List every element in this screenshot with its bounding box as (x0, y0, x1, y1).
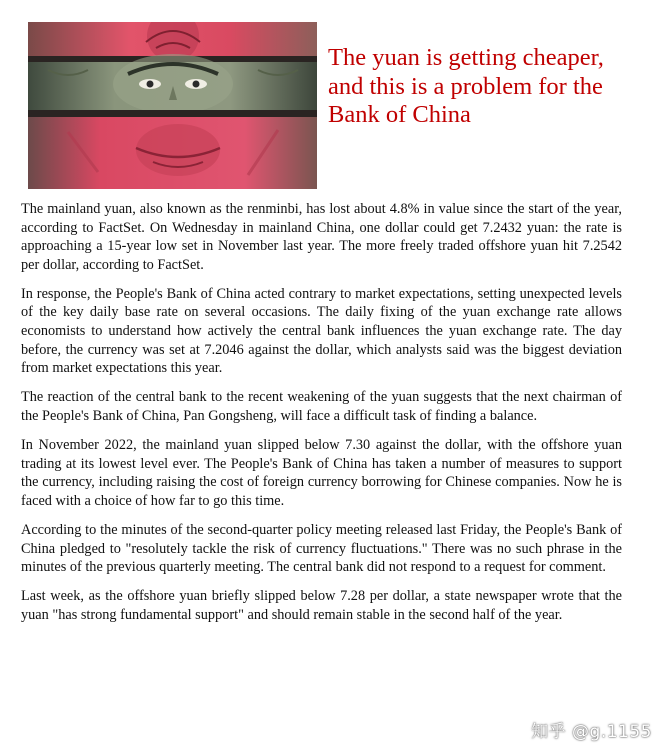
hero-image (28, 22, 317, 189)
article-headline: The yuan is getting cheaper, and this is a problem for the Bank of China (328, 44, 604, 128)
watermark: 知乎 @g.1155 (531, 722, 652, 742)
article-paragraph-3: The reaction of the central bank to the recent weakening of the yuan suggests that the next chairman of the People's Bank of China, Pan Gongsheng, will face a difficult task of finding a balance. (21, 389, 622, 424)
article-paragraph-1: The mainland yuan, also known as the renminbi, has lost about 4.8% in value since the start of the year, according to FactSet. On Wednesday in mainland China, one dollar could get 7.2432 yuan: the rate is approaching a 15-year low set in November last year. The more freely traded offshore yuan hit 7.2542 per dollar, according to FactSet. (21, 201, 622, 273)
article-paragraph-5: According to the minutes of the second-quarter policy meeting released last Friday, the People's Bank of China pledged to "resolutely tackle the risk of currency fluctuations." There was no such phrase in the minutes of the previous quarterly meeting. The central bank did not respond to a request for comment. (21, 521, 622, 576)
article-paragraph-6: Last week, as the offshore yuan briefly slipped below 7.28 per dollar, a state newspaper wrote that the yuan "has strong fundamental support" and should remain stable in the second half of the year. (21, 588, 622, 623)
article-paragraph-2: In response, the People's Bank of China acted contrary to market expectations, setting unexpected levels of the key daily base rate on several occasions. The daily fixing of the yuan exchange rate allows economists to understand how actively the central bank influences the yuan exchange rate. The day before, the currency was set at 7.2046 against the dollar, which analysts said was the biggest deviation from market expectations this year. (21, 285, 622, 377)
article-body (21, 200, 622, 635)
currency-collage-illustration (28, 22, 317, 189)
article-paragraph-4: In November 2022, the mainland yuan slipped below 7.30 against the dollar, with the offshore yuan trading at its lowest level ever. The People's Bank of China has taken a number of measures to support the currency, including raising the cost of foreign currency borrowing for Chinese companies. Now he is faced with a choice of how far to go this time. (21, 437, 622, 509)
